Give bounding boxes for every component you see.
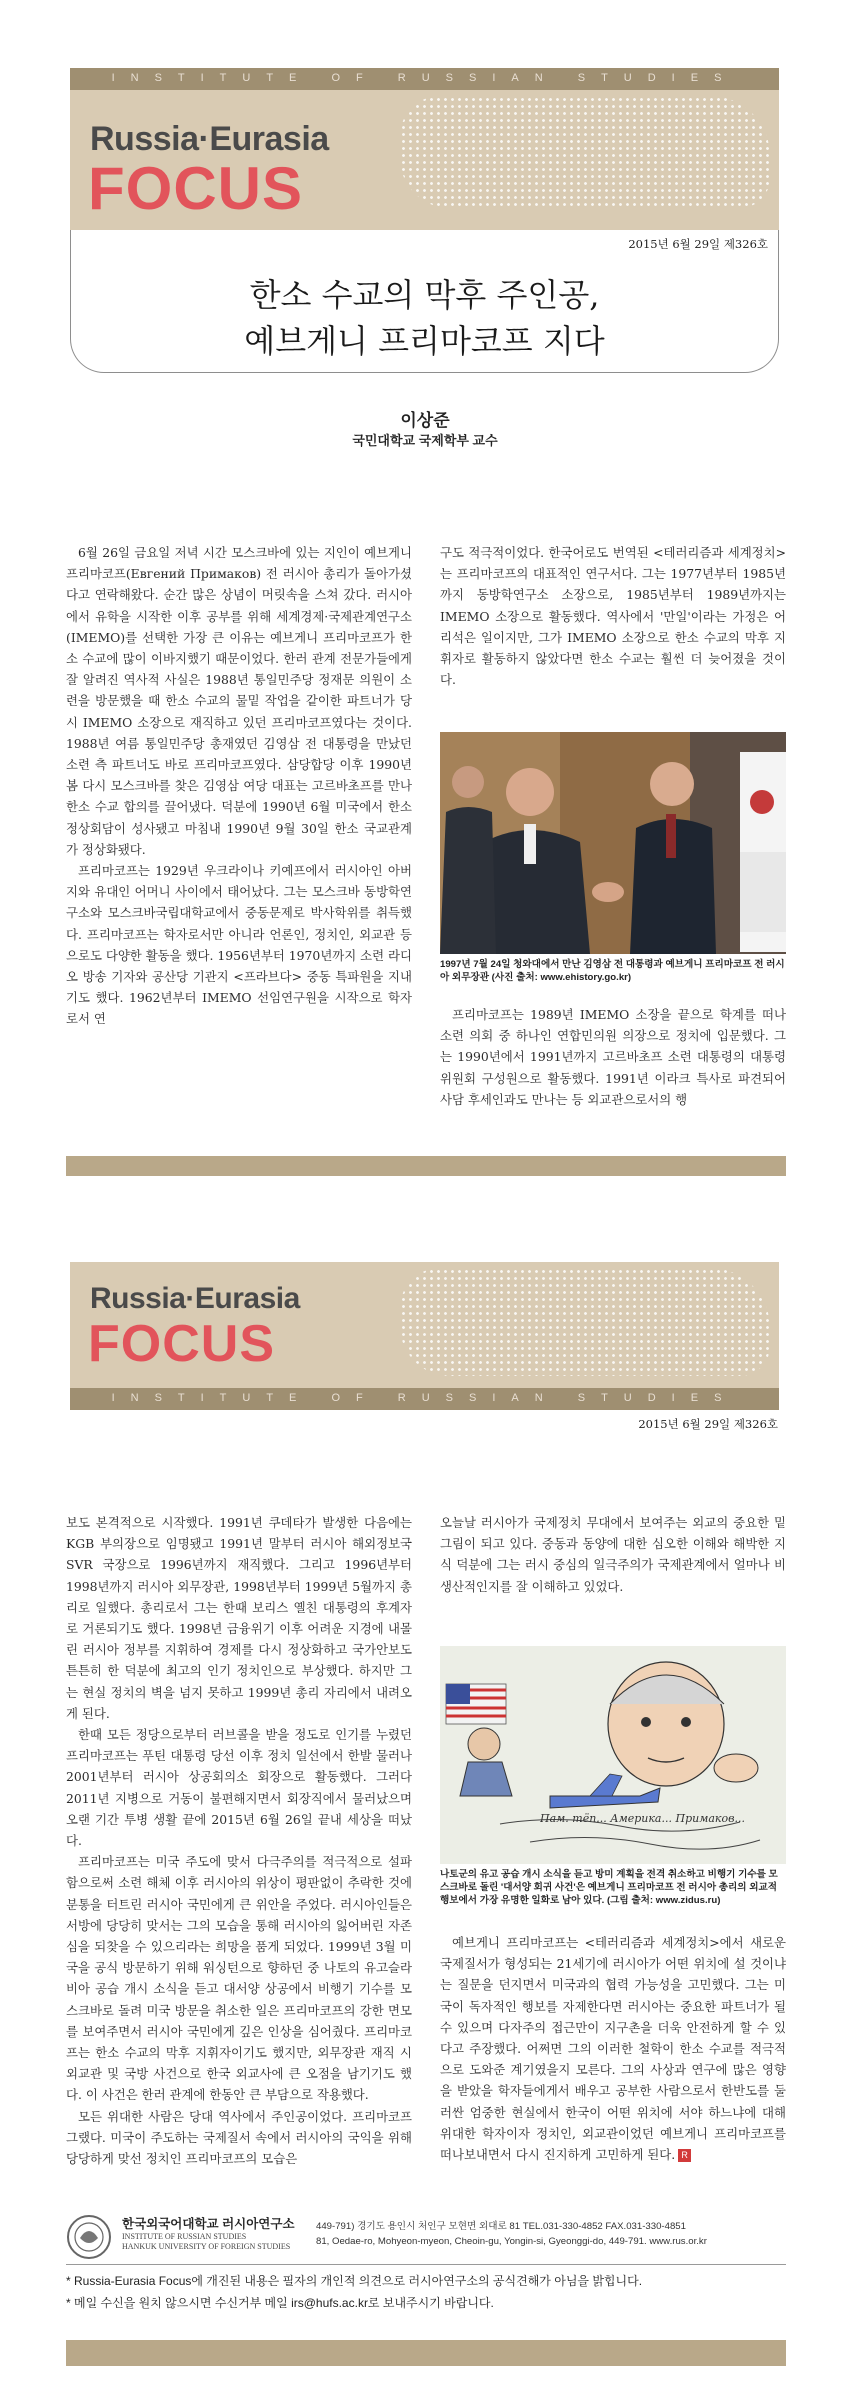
footer-rule bbox=[66, 2264, 786, 2265]
org-sub1: INSTITUTE OF RUSSIAN STUDIES bbox=[122, 2232, 247, 2241]
article-title-line1: 한소 수교의 막후 주인공, bbox=[249, 276, 600, 314]
cartoon-illustration bbox=[440, 1646, 786, 1864]
disclaimer-1: * Russia-Eurasia Focus에 개진된 내용은 필자의 개인적 의견으로 러시아연구소의 공식견해가 아님을 밝힙니다. bbox=[66, 2274, 643, 2288]
institute-band bbox=[70, 68, 779, 90]
paragraph: 오늘날 러시아가 국제정치 무대에서 보여주는 외교의 중요한 밑그림이 되고 있다. 중동과 동양에 대한 심오한 이해와 해박한 지식 덕분에 그는 러시 중심의 일극주의가 국제관계에서 얼마나 비생산적인지를 잘 이해하고 있었다. bbox=[440, 1515, 786, 1594]
paragraph: 프리마코프는 1929년 우크라이나 키예프에서 러시아인 아버지와 유대인 어머니 사이에서 태어났다. 그는 모스크바 동방학연구소와 모스크바국립대학교에서 중동문제로 박사학위를 취득했다. 프리마코프는 학자로서만 아니라 언론인, 정치인, 외교관 등으로도 다양한 활동을 했다. 1956년부터 1970년까지 소련 라디오 방송 기자와 공산당 기관지 <프라브다> 중동 특파원을 지내기도 했다. 1962년부터 IMEMO 선임연구원을 시작으로 학자로서 연 bbox=[66, 863, 412, 1027]
logo-focus: FOCUS bbox=[88, 1315, 275, 1373]
article-title-line2: 예브게니 프리마코프 지다 bbox=[244, 322, 605, 360]
paragraph: 6월 26일 금요일 저녁 시간 모스크바에 있는 지인이 예브게니 프리마코프(Евгений Примаков) 전 러시아 총리가 돌아가셨다고 연락해왔다. 순간 많은 상념이 머릿속을 스쳐 갔다. 러시아에서 유학을 시작한 이후 공부를 위해 세계경제·국제관계연구소(IMEMO)를 선택한 가장 큰 이유는 예브게니 프리마코프가 한소 수교에 많이 이바지했기 때문이었다. 한러 관계 전문가들에게 잘 알려진 역사적 사실은 1988년 통일민주당 정재문 의원이 소련을 방문했을 때 한소 수교의 물밑 작업을 같이한 파트너가 당시 IMEMO 소장으로 재직하고 있던 프리마코프였다는 것이다. 1988년 여름 통일민주당 총재였던 김영삼 전 대통령을 만났던 소련 측 파트너도 바로 프리마코프였다. 삼당합당 이후 1990년 봄 다시 모스크바를 찾은 김영삼 여당 대표는 고르바초프를 만나 한소 수교 합의를 끌어냈다. 덕분에 1990년 6월 미국에서 한소 정상회담이 성사됐고 마침내 1990년 9월 30일 한소 국교관계가 정상화됐다. bbox=[66, 545, 412, 857]
page2-header bbox=[70, 1262, 779, 1414]
world-dot-map bbox=[400, 1268, 770, 1376]
paragraph: 한때 모든 정당으로부터 러브콜을 받을 정도로 인기를 누렸던 프리마코프는 푸틴 대통령 당선 이후 정치 일선에서 한발 물러나 2001년부터 러시아 상공회의소 회장으로 활동했다. 그러다 2011년 지병으로 거동이 불편해지면서 회장직에서 물러났으며 오랜 기간 투병 생활 끝에 2015년 6월 26일 끝내 세상을 떠났다. bbox=[66, 1727, 412, 1849]
logo-focus: FOCUS bbox=[88, 155, 303, 222]
world-dot-map bbox=[400, 96, 770, 208]
cartoon-scribble-text: Пам. тёп... Америка... Примаков... bbox=[540, 1812, 745, 1825]
page1-left-column bbox=[66, 542, 412, 1030]
org-sub2: HANKUK UNIVERSITY OF FOREIGN STUDIES bbox=[122, 2242, 291, 2251]
address-kr: 449-791) 경기도 용인시 처인구 모현면 외대로 81 TEL.031-330-4852 FAX.031-330-4851 bbox=[316, 2221, 686, 2232]
photo-caption-2: 나토군의 유고 공습 개시 소식을 듣고 방미 계획을 전격 취소하고 비행기 기수를 모스크바로 돌린 '대서양 회귀 사건'은 예브게니 프리마코프 전 러시아 총리의 외교적 행보에서 가장 유명한 일화로 남아 있다. (그림 출처: www.zidus.ru) bbox=[440, 1869, 778, 1906]
paragraph: 보도 본격적으로 시작했다. 1991년 쿠데타가 발생한 다음에는 KGB 부의장으로 임명됐고 1991년 말부터 러시아 해외정보국 SVR 국장으로 1996년까지 재직했다. 그리고 1996년부터 1998년까지 러시아 외무장관, 1998년부터 1999년 5월까지 총리로 일했다. 총리로서 그는 한때 보리스 옐친 대통령의 후계자로 거론되기도 했다. 1998년 금융위기 이후 어려운 지경에 내몰린 러시아 정부를 지휘하여 경제를 다시 정상화하고 국가안보도 튼튼히 한 덕분에 최고의 인기 정치인으로 부상했다. 하지만 그는 현실 정치의 벽을 넘지 못하고 1999년 총리 자리에서 내려오게 된다. bbox=[66, 1515, 412, 1721]
page1-bottom-bar bbox=[66, 1156, 786, 1176]
paragraph: 모든 위대한 사람은 당대 역사에서 주인공이었다. 프리마코프 그랬다. 미국이 주도하는 국제질서 속에서 러시아의 국익을 위해 당당하게 맞선 정치인 프리마코프의 모습은 bbox=[66, 2108, 412, 2167]
page2-right-column-bottom bbox=[440, 1932, 786, 2165]
institute-band-text: INSTITUTE OF RUSSIAN STUDIES bbox=[111, 1392, 738, 1404]
logo-area bbox=[70, 90, 779, 230]
page1-right-column-top bbox=[440, 542, 786, 690]
title-box bbox=[70, 230, 779, 373]
end-mark: R bbox=[678, 2149, 691, 2162]
paragraph: 프리마코프는 1989년 IMEMO 소장을 끝으로 학계를 떠나 소련 의회 중 하나인 연합민의원 의장으로 정치에 입문했다. 그는 1990년에서 1991년까지 고르바초프 소련 대통령의 대통령위원회 구성원으로 활동했다. 1991년 이라크 특사로 파견되어 사담 후세인과도 만나는 등 외교관으로서의 행 bbox=[440, 1007, 786, 1107]
page2-right-column-top bbox=[440, 1512, 786, 1597]
cartoon-drawing bbox=[440, 1646, 786, 1864]
footer bbox=[66, 2212, 786, 2342]
page2-left-column bbox=[66, 1512, 412, 2169]
institute-emblem-icon bbox=[66, 2214, 112, 2260]
disclaimer-2: * 메일 수신을 원치 않으시면 수신거부 메일 irs@hufs.ac.kr로 보내주시기 바랍니다. bbox=[66, 2296, 494, 2310]
author-name: 이상준 bbox=[400, 411, 450, 430]
page1-header bbox=[70, 68, 779, 374]
address-en: 81, Oedae-ro, Mohyeon-myeon, Cheoin-gu, Yongin-si, Gyeonggi-do, 449-791. www.rus.or.kr bbox=[316, 2236, 707, 2247]
paragraph bbox=[440, 1932, 786, 2165]
paragraph: 구도 적극적이었다. 한국어로도 번역된 <테러리즘과 세계정치>는 프리마코프의 대표적인 연구서다. 그는 1977년부터 1985년까지 동방학연구소 소장으로, 1985년부터 1989년까지는 IMEMO 소장으로 활동했다. 역사에서 '만일'이라는 가정은 어리석은 일이지만, 그가 IMEMO 소장으로 한소 수교의 막후 지휘자로 활동하지 않았다면 한소 수교는 훨씬 더 늦어졌을 것이다. bbox=[440, 545, 786, 688]
logo-area bbox=[70, 1262, 779, 1388]
author-affiliation: 국민대학교 국제학부 교수 bbox=[352, 433, 498, 448]
institute-band bbox=[70, 1388, 779, 1410]
photo-handshake-drawing bbox=[440, 732, 786, 954]
logo-russia-eurasia: Russia·Eurasia bbox=[90, 120, 329, 158]
institute-band-text: INSTITUTE OF RUSSIAN STUDIES bbox=[111, 72, 738, 84]
page2-bottom-bar bbox=[66, 2340, 786, 2366]
org-name: 한국외국어대학교 러시아연구소 bbox=[122, 2217, 295, 2231]
issue-info: 2015년 6월 29일 제326호 bbox=[638, 1417, 778, 1431]
paragraph: 프리마코프는 미국 주도에 맞서 다극주의를 적극적으로 설파함으로써 소련 해체 이후 러시아의 위상이 평판없이 추락한 것에 분통을 터트린 러시아 국민에게 큰 위안을 주었다. 러시아인들은 서방에 당당히 맞서는 그의 모습을 통해 러시아의 잃어버린 자존심을 되찾을 수 있으리라는 희망을 품게 되었다. 1999년 3월 미국을 공식 방문하기 위해 워싱턴으로 향하던 중 나토의 유고슬라비아 공습 개시 소식을 듣고 대서양 상공에서 비행기 기수를 모스크바로 돌려 미국 방문을 취소한 일은 프리마코프의 강한 면모를 보여주면서 러시아 국민에게 깊은 인상을 심어줬다. 프리마코프는 한소 수교의 막후 지휘자이기도 했지만, 외무장관 재직 시 외교관 및 국방 사건으로 한국 외교사에 큰 오점을 남기기도 했다. 이 사건은 한러 관계에 한동안 큰 부담으로 작용했다. bbox=[66, 1854, 412, 2103]
photo-caption-1: 1997년 7월 24일 청와대에서 만난 김영삼 전 대통령과 예브게니 프리마코프 전 러시아 외무장관 (사진 출처: www.ehistory.go.kr) bbox=[440, 959, 785, 983]
closing-paragraph-text: 예브게니 프리마코프는 <테러리즘과 세계정치>에서 새로운 국제질서가 형성되는 21세기에 러시아가 어떤 위치에 설 것이냐는 질문을 던지면서 미국과의 협력 가능성을 고민했다. 그는 미국이 독자적인 행보를 자제한다면 러시아는 중요한 파트너가 될 수 있으며 다자주의 접근만이 지구촌을 더욱 안전하게 할 수 있다고 주장했다. 어쩌면 그의 이러한 철학이 한소 수교를 적극적으로 도와준 계기였을지 모른다. 그의 사상과 연구에 많은 영향을 받았을 학자들에게서 배우고 공부한 사람으로서 한반도를 둘러싼 엄중한 현실에서 한국이 어떤 위치에 서야 하느냐에 대해 위대한 학자이자 정치인, 외교관이었던 예브게니 프리마코프를 떠나보내면서 다시 진지하게 고민하게 된다. bbox=[440, 1935, 786, 2163]
page1-right-column-bottom bbox=[440, 1004, 786, 1110]
logo-russia-eurasia: Russia·Eurasia bbox=[90, 1282, 300, 1315]
issue-info: 2015년 6월 29일 제326호 bbox=[628, 237, 768, 251]
photo-handshake bbox=[440, 732, 786, 954]
